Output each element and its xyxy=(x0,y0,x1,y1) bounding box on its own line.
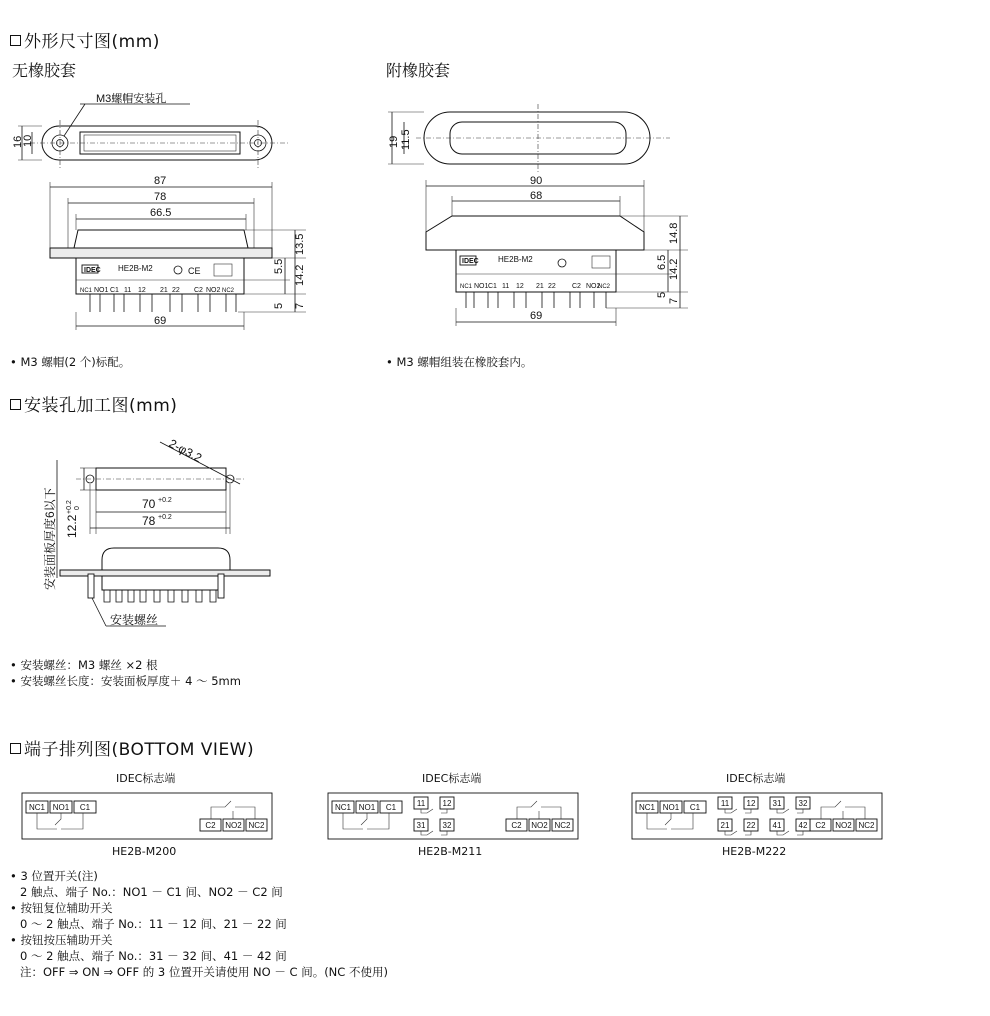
terminal-pins xyxy=(90,294,236,312)
idec-mark-header: IDEC标志端 xyxy=(422,772,482,785)
terminal-box xyxy=(332,801,354,813)
terminal-label: NO1 xyxy=(94,287,109,294)
terminal-box xyxy=(718,819,732,831)
svg-text:NC2: NC2 xyxy=(248,821,265,830)
dim-68: 68 xyxy=(530,190,543,202)
svg-text:NC1: NC1 xyxy=(28,803,46,812)
terminal-note-4: 0 ～ 2 触点、端子 No.：11 － 12 间、21 － 22 间 xyxy=(20,917,287,931)
terminal-box xyxy=(856,819,877,831)
svg-text:11: 11 xyxy=(416,799,426,808)
terminal-box xyxy=(744,797,758,809)
top-view-rubber xyxy=(416,104,670,172)
svg-text:12: 12 xyxy=(442,799,452,808)
terminal-box xyxy=(796,797,810,809)
terminal-label: 22 xyxy=(548,283,556,290)
terminal-label: 12 xyxy=(138,287,146,294)
brand-label: IDEC xyxy=(84,267,101,274)
dimension-drawing-left xyxy=(10,90,310,350)
terminal-box xyxy=(660,801,682,813)
terminal-box xyxy=(440,819,454,831)
dim-66-5: 66.5 xyxy=(150,207,172,219)
screw-label: 安装螺丝 xyxy=(110,613,159,627)
cutout-notes xyxy=(10,657,241,689)
holes-label: 2-φ3.2 xyxy=(166,436,205,466)
svg-text:NC1: NC1 xyxy=(638,803,656,812)
model-label: HE2B-M2 xyxy=(118,264,153,273)
section-title-dimensions: 外形尺寸图(mm) xyxy=(10,27,160,52)
svg-text:C2: C2 xyxy=(511,821,522,830)
nut-hole-callout: M3螺帽安装孔 xyxy=(96,93,167,105)
cutout-note-1: • 安装螺丝：M3 螺丝 ×2 根 xyxy=(10,658,158,672)
dim-90: 90 xyxy=(530,175,543,187)
terminal-box xyxy=(529,819,550,831)
terminal-note-1: • 3 位置开关(注) xyxy=(10,869,98,883)
idec-mark-header: IDEC标志端 xyxy=(116,772,176,785)
terminal-box xyxy=(200,819,221,831)
svg-text:41: 41 xyxy=(772,821,782,830)
dim-70: 70 xyxy=(142,497,156,511)
terminal-label: NO2 xyxy=(206,287,221,294)
terminal-box xyxy=(552,819,573,831)
dim-13-5: 13.5 xyxy=(294,233,306,255)
terminal-box xyxy=(796,819,810,831)
model-name-HE2B-M200: HE2B-M200 xyxy=(112,845,177,858)
dimension-drawing-right xyxy=(380,100,690,340)
dim-19: 19 xyxy=(388,135,400,148)
terminal-box xyxy=(74,801,96,813)
dim-7-right: 7 xyxy=(668,297,680,304)
terminal-box xyxy=(506,819,527,831)
terminal-box xyxy=(380,801,402,813)
side-view-rubber-body xyxy=(426,216,644,292)
terminal-box xyxy=(770,797,784,809)
dim-87: 87 xyxy=(154,175,167,187)
note-left: • M3 螺帽(2 个)标配。 xyxy=(10,355,131,369)
square-bullet-icon xyxy=(10,399,21,410)
svg-text:C1: C1 xyxy=(689,803,701,812)
dim-16: 16 xyxy=(12,135,24,148)
terminal-diagram-HE2B-M211 xyxy=(328,793,580,841)
terminal-label: 11 xyxy=(502,283,510,290)
idec-mark-header: IDEC标志端 xyxy=(726,772,786,785)
terminal-notes xyxy=(10,868,388,980)
panel-thickness-label: 安装面板厚度6以下 xyxy=(43,487,57,590)
top-view-flange xyxy=(30,120,290,170)
dim-12-2: 12.2 xyxy=(65,514,79,538)
terminal-label: 12 xyxy=(516,283,524,290)
terminal-label: NC1 xyxy=(80,288,93,294)
svg-text:31: 31 xyxy=(416,821,426,830)
terminal-note-3: • 按钮复位辅助开关 xyxy=(10,901,113,915)
terminal-box xyxy=(356,801,378,813)
svg-text:NO1: NO1 xyxy=(662,803,680,812)
dim-14-2-right: 14.2 xyxy=(668,258,680,280)
terminal-box xyxy=(223,819,244,831)
terminal-label: 21 xyxy=(536,283,544,290)
terminal-box xyxy=(770,819,784,831)
terminal-label: 11 xyxy=(124,287,132,294)
square-bullet-icon xyxy=(10,35,21,46)
svg-text:42: 42 xyxy=(798,821,808,830)
dim-12-2-tol-top: +0.2 xyxy=(66,500,73,514)
dim-12-2-tol-bot: 0 xyxy=(74,506,81,510)
svg-text:11: 11 xyxy=(720,799,730,808)
terminal-label: C1 xyxy=(488,283,497,290)
dim-69-right: 69 xyxy=(530,310,543,322)
screw-right-icon xyxy=(218,574,224,598)
dim-78: 78 xyxy=(142,514,156,528)
ce-mark-icon: CE xyxy=(188,266,201,276)
dim-14-2: 14.2 xyxy=(294,264,306,286)
svg-text:22: 22 xyxy=(746,821,756,830)
terminal-note-5: • 按钮按压辅助开关 xyxy=(10,933,113,947)
dim-5-5: 5.5 xyxy=(273,258,285,274)
cutout-drawing xyxy=(40,430,300,640)
terminal-label: NC1 xyxy=(460,284,473,290)
terminal-label: NC2 xyxy=(222,288,235,294)
terminal-label: NO2 xyxy=(586,283,601,290)
terminal-box xyxy=(718,797,732,809)
terminal-pins-right xyxy=(466,292,606,308)
svg-text:32: 32 xyxy=(798,799,808,808)
dim-78: 78 xyxy=(154,191,167,203)
svg-text:C1: C1 xyxy=(385,803,397,812)
terminal-note-7: 注：OFF ⇒ ON ⇒ OFF 的 3 位置开关请使用 NO － C 间。(NC 不使用) xyxy=(20,965,388,979)
terminal-box xyxy=(50,801,72,813)
dim-14-8: 14.8 xyxy=(668,222,680,244)
terminal-box xyxy=(440,797,454,809)
svg-text:C2: C2 xyxy=(815,821,826,830)
terminal-box xyxy=(744,819,758,831)
model-label-right: HE2B-M2 xyxy=(498,255,533,264)
terminal-box xyxy=(246,819,267,831)
svg-text:31: 31 xyxy=(772,799,782,808)
svg-text:NC2: NC2 xyxy=(554,821,571,830)
subtitle-no-rubber: 无橡胶套 xyxy=(12,61,77,80)
terminal-diagram-HE2B-M200 xyxy=(22,793,274,841)
dim-69: 69 xyxy=(154,315,167,327)
dim-78-tol: +0.2 xyxy=(158,514,172,521)
subtitle-with-rubber: 附橡胶套 xyxy=(386,61,451,80)
terminal-box xyxy=(414,819,428,831)
square-bullet-icon xyxy=(10,743,21,754)
terminal-label: 22 xyxy=(172,287,180,294)
brand-label-right: IDEC xyxy=(462,258,479,265)
svg-text:12: 12 xyxy=(746,799,756,808)
terminal-label: NC2 xyxy=(598,284,611,290)
svg-text:C2: C2 xyxy=(205,821,216,830)
dim-7: 7 xyxy=(294,302,306,309)
svg-text:NO1: NO1 xyxy=(358,803,376,812)
note-right: • M3 螺帽组装在橡胶套内。 xyxy=(386,355,533,369)
terminal-box xyxy=(636,801,658,813)
section-title-terminals: 端子排列图(BOTTOM VIEW) xyxy=(10,735,254,760)
svg-text:C1: C1 xyxy=(79,803,91,812)
svg-text:NC1: NC1 xyxy=(334,803,352,812)
terminal-box xyxy=(26,801,48,813)
svg-text:NO2: NO2 xyxy=(531,821,548,830)
terminal-labels-right xyxy=(460,283,611,290)
dim-5: 5 xyxy=(273,302,285,309)
section-title-cutout: 安装孔加工图(mm) xyxy=(10,391,177,416)
terminal-label: C1 xyxy=(110,287,119,294)
dim-5-right: 5 xyxy=(656,291,668,298)
svg-text:21: 21 xyxy=(720,821,730,830)
terminal-label: C2 xyxy=(194,287,203,294)
terminal-box xyxy=(684,801,706,813)
dim-70-tol: +0.2 xyxy=(158,497,172,504)
terminal-label: 21 xyxy=(160,287,168,294)
model-name-HE2B-M211: HE2B-M211 xyxy=(418,845,483,858)
terminal-diagram-HE2B-M222 xyxy=(632,793,884,841)
terminal-note-2: 2 触点、端子 No.：NO1 － C1 间、NO2 － C2 间 xyxy=(20,885,283,899)
side-view-body xyxy=(50,230,272,294)
model-name-HE2B-M222: HE2B-M222 xyxy=(722,845,787,858)
terminal-label: C2 xyxy=(572,283,581,290)
svg-text:32: 32 xyxy=(442,821,452,830)
cutout-note-2: • 安装螺丝长度：安装面板厚度＋ 4 ～ 5mm xyxy=(10,674,241,688)
dim-6-5: 6.5 xyxy=(656,254,668,270)
svg-text:NC2: NC2 xyxy=(858,821,875,830)
dim-10: 10 xyxy=(22,134,34,147)
terminal-note-6: 0 ～ 2 触点、端子 No.：31 － 32 间、41 － 42 间 xyxy=(20,949,287,963)
dim-11-5: 11.5 xyxy=(400,129,412,150)
terminal-label: NO1 xyxy=(474,283,489,290)
terminal-box xyxy=(810,819,831,831)
terminal-box xyxy=(414,797,428,809)
svg-text:NO2: NO2 xyxy=(225,821,242,830)
svg-text:NO1: NO1 xyxy=(52,803,70,812)
screw-left-icon xyxy=(88,574,94,598)
panel-assembly xyxy=(60,548,270,602)
svg-text:NO2: NO2 xyxy=(835,821,852,830)
terminal-box xyxy=(833,819,854,831)
